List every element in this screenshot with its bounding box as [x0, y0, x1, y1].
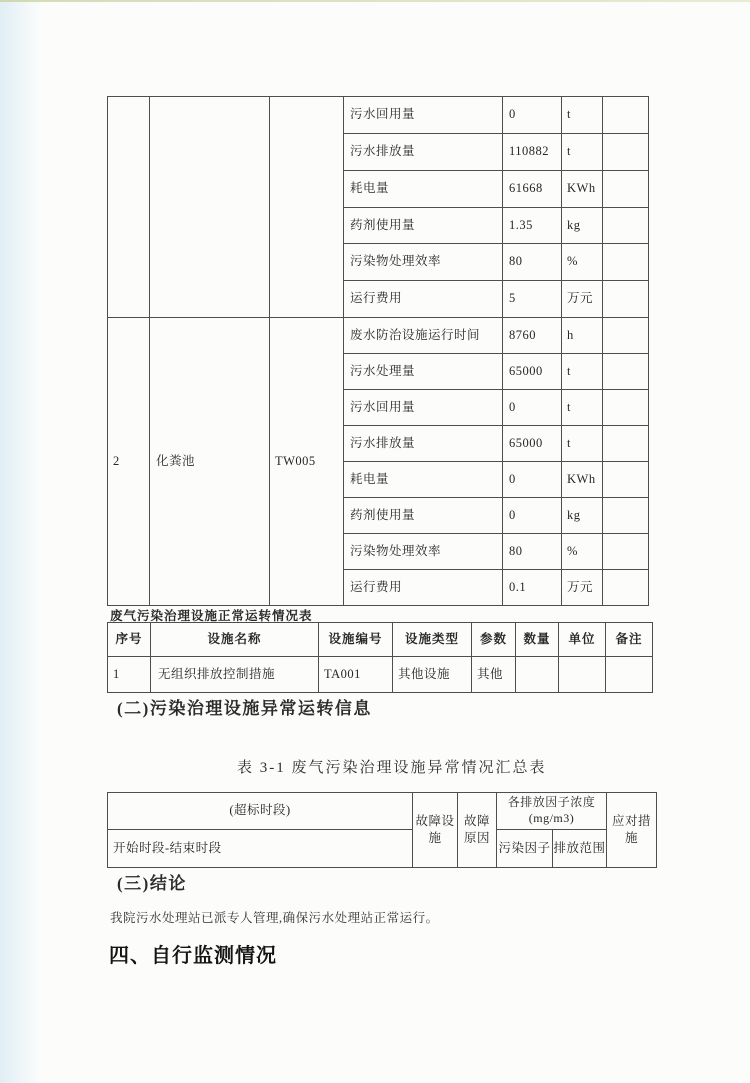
cell-value: 61668 — [503, 171, 562, 208]
cell-remark — [603, 354, 649, 390]
cell-remark — [603, 426, 649, 462]
cell-value: 110882 — [503, 134, 562, 171]
cell-param: 耗电量 — [344, 462, 503, 498]
cell-quantity — [516, 657, 559, 693]
table-header-row — [108, 793, 657, 830]
table-3-1-title: 表 3-1 废气污染治理设施异常情况汇总表 — [237, 760, 547, 776]
cell-remark — [603, 318, 649, 354]
cell-index: 2 — [108, 318, 150, 606]
section-heading-self-monitoring: 四、自行监测情况 — [109, 945, 277, 967]
cell-unit: t — [562, 354, 603, 390]
cell-facility-name: 化粪池 — [150, 318, 270, 606]
cell-param: 运行费用 — [344, 281, 503, 318]
cell-unit: t — [562, 426, 603, 462]
table-header-row — [108, 623, 653, 657]
cell-index: 1 — [108, 657, 151, 693]
cell-unit: 万元 — [562, 570, 603, 606]
cell-remark — [603, 498, 649, 534]
cell-value: 5 — [503, 281, 562, 318]
header-emission-concentration-line1: 各排放因子浓度 — [507, 795, 596, 810]
gas-facility-table — [107, 622, 653, 693]
header-quantity: 数量 — [516, 623, 559, 657]
cell-param: 污水处理量 — [344, 354, 503, 390]
cell-remark — [603, 570, 649, 606]
cell-remark — [603, 134, 649, 171]
cell-remark — [603, 171, 649, 208]
table-row — [108, 657, 653, 693]
header-fault-facility: 故障设施 — [413, 793, 458, 868]
cell-facility-type: 其他设施 — [393, 657, 472, 693]
cell-remark — [603, 462, 649, 498]
cell-remark — [603, 208, 649, 244]
cell-unit: KWh — [562, 171, 603, 208]
header-facility-name: 设施名称 — [151, 623, 319, 657]
cell-facility-name-empty — [150, 97, 270, 318]
cell-unit: t — [562, 134, 603, 171]
header-emission-concentration-line2: (mg/m3) — [528, 811, 575, 825]
header-unit: 单位 — [559, 623, 606, 657]
header-exceed-period: (超标时段) — [108, 793, 413, 830]
table-header-row — [108, 830, 657, 868]
cell-param: 污水排放量 — [344, 426, 503, 462]
cell-param: 废水防治设施运行时间 — [344, 318, 503, 354]
cell-value: 0 — [503, 462, 562, 498]
scan-top-edge-artifact — [0, 0, 750, 2]
cell-value: 80 — [503, 534, 562, 570]
cell-unit: % — [562, 244, 603, 281]
abnormal-summary-table — [107, 792, 657, 868]
header-facility-type: 设施类型 — [393, 623, 472, 657]
header-fault-reason: 故障原因 — [458, 793, 497, 868]
cell-param: 污染物处理效率 — [344, 244, 503, 281]
cell-unit: 万元 — [562, 281, 603, 318]
cell-value: 0 — [503, 498, 562, 534]
cell-unit: t — [562, 97, 603, 134]
cell-param: 运行费用 — [344, 570, 503, 606]
table-row — [108, 318, 649, 354]
header-emission-range: 排放范围 — [553, 830, 607, 868]
cell-unit: % — [562, 534, 603, 570]
cell-unit: kg — [562, 498, 603, 534]
cell-remark — [603, 281, 649, 318]
cell-param: 药剂使用量 — [344, 208, 503, 244]
conclusion-paragraph: 我院污水处理站已派专人管理,确保污水处理站正常运行。 — [110, 911, 439, 925]
header-period-range: 开始时段-结束时段 — [108, 830, 413, 868]
cell-value: 80 — [503, 244, 562, 281]
header-measures: 应对措施 — [607, 793, 657, 868]
cell-remark — [603, 534, 649, 570]
header-remark: 备注 — [606, 623, 653, 657]
header-param: 参数 — [472, 623, 516, 657]
cell-param: 药剂使用量 — [344, 498, 503, 534]
cell-value: 0 — [503, 390, 562, 426]
cell-value: 8760 — [503, 318, 562, 354]
cell-param: 污水回用量 — [344, 97, 503, 134]
cell-param: 污水回用量 — [344, 390, 503, 426]
scan-left-edge-artifact — [0, 0, 42, 1083]
normal-operation-table — [107, 96, 649, 606]
cell-unit: kg — [562, 208, 603, 244]
gas-table-caption: 废气污染治理设施正常运转情况表 — [110, 609, 313, 623]
cell-value: 1.35 — [503, 208, 562, 244]
cell-facility-name: 无组织排放控制措施 — [151, 657, 319, 693]
header-facility-code: 设施编号 — [319, 623, 393, 657]
cell-remark — [603, 244, 649, 281]
cell-param: 污水排放量 — [344, 134, 503, 171]
cell-param: 其他 — [472, 657, 516, 693]
section-heading-conclusion: (三)结论 — [117, 874, 187, 893]
cell-remark — [603, 390, 649, 426]
cell-facility-code: TW005 — [270, 318, 344, 606]
cell-param: 耗电量 — [344, 171, 503, 208]
section-heading-abnormal-info: (二)污染治理设施异常运转信息 — [117, 699, 372, 718]
cell-unit: t — [562, 390, 603, 426]
cell-value: 0.1 — [503, 570, 562, 606]
cell-index-empty — [108, 97, 150, 318]
cell-value: 65000 — [503, 426, 562, 462]
cell-unit — [559, 657, 606, 693]
header-index: 序号 — [108, 623, 151, 657]
header-emission-concentration — [497, 793, 607, 830]
cell-facility-code-empty — [270, 97, 344, 318]
header-pollutant-factor: 污染因子 — [497, 830, 553, 868]
cell-value: 65000 — [503, 354, 562, 390]
cell-facility-code: TA001 — [319, 657, 393, 693]
cell-param: 污染物处理效率 — [344, 534, 503, 570]
cell-unit: h — [562, 318, 603, 354]
table-row — [108, 97, 649, 134]
cell-remark — [606, 657, 653, 693]
cell-value: 0 — [503, 97, 562, 134]
cell-remark — [603, 97, 649, 134]
cell-unit: KWh — [562, 462, 603, 498]
